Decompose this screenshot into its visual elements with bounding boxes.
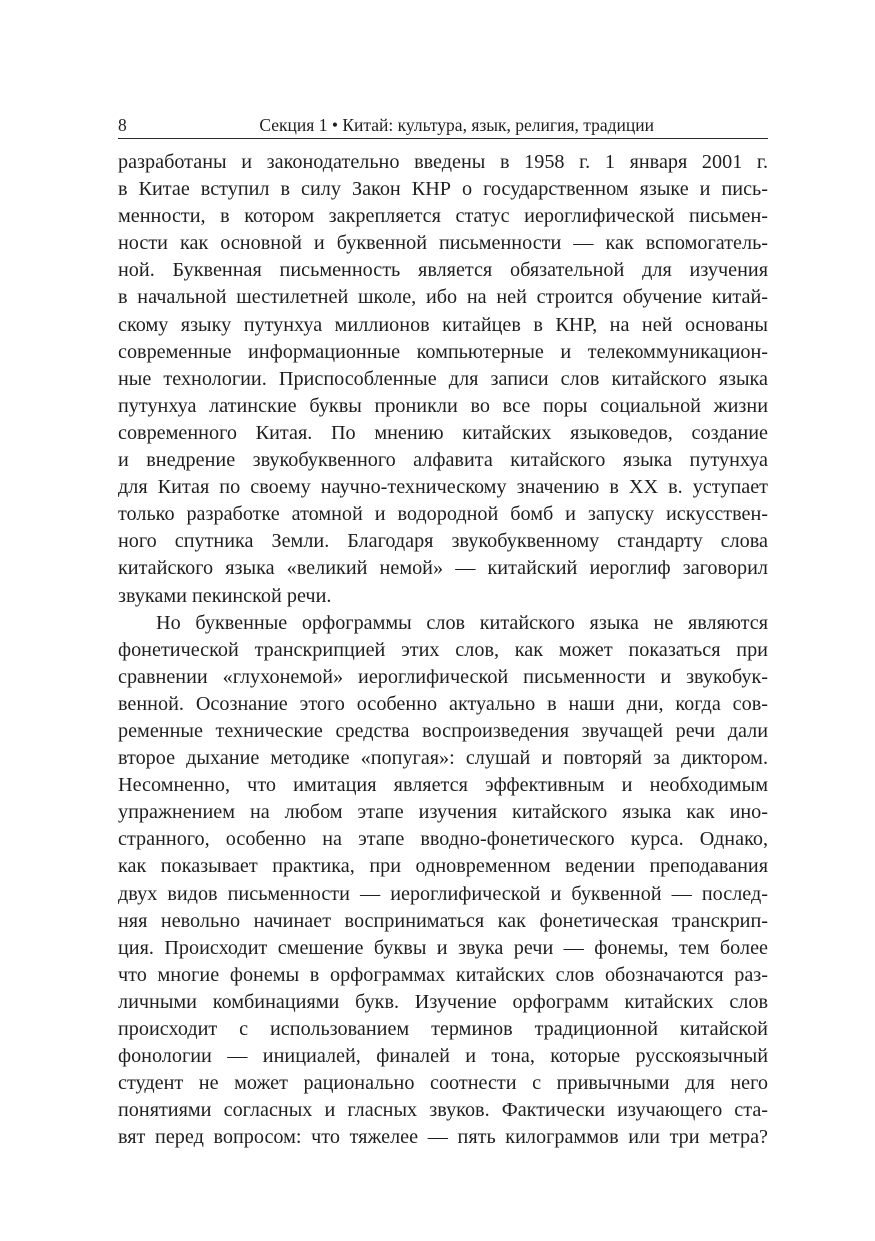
text-line: современные информационные компьютерные и телекоммуникацион- xyxy=(118,340,768,363)
text-line: скому языку путунхуа миллионов китайцев в КНР, на ней основаны xyxy=(118,313,768,336)
text-line: для Китая по своему научно-техническому значению в XX в. уступает xyxy=(118,476,768,499)
text-line: няя невольно начинает восприниматься как фонетическая транскрип- xyxy=(118,909,768,932)
text-line: личными комбинациями букв. Изучение орфограмм китайских слов xyxy=(118,990,768,1013)
text-line: упражнением на любом этапе изучения китайского языка как ино- xyxy=(118,801,768,824)
section-title: Секция 1 • Китай: культура, язык, религия, традиции xyxy=(259,115,654,135)
text-line: в Китае вступил в силу Закон КНР о государственном языке и пись- xyxy=(118,178,768,201)
text-line: фонетической транскрипцией этих слов, как может показаться при xyxy=(118,638,768,661)
text-line: студент не может рационально соотнести с привычными для него xyxy=(118,1072,768,1095)
paragraph-1 xyxy=(118,149,768,610)
text-line: Но буквенные орфограммы слов китайского языка не являются xyxy=(156,611,768,634)
book-page xyxy=(118,112,768,1151)
text-line: ременные технические средства воспроизведения звучащей речи дали xyxy=(118,719,768,742)
text-line: венной. Осознание этого особенно актуально в наши дни, когда сов- xyxy=(118,692,768,715)
paragraph-2 xyxy=(118,610,768,1152)
page-number: 8 xyxy=(118,115,127,135)
text-line: только разработке атомной и водородной бомб и запуску искусствен- xyxy=(118,503,768,526)
text-line: путунхуа латинские буквы проникли во все поры социальной жизни xyxy=(118,394,768,417)
running-header xyxy=(118,112,768,139)
text-line: ция. Происходит смешение буквы и звука речи — фонемы, тем более xyxy=(118,936,768,959)
text-line: китайского языка «великий немой» — китайский иероглиф заговорил xyxy=(118,557,768,580)
text-line: ной. Буквенная письменность является обязательной для изучения xyxy=(118,259,768,282)
text-line: вят перед вопросом: что тяжелее — пять килограммов или три метра? xyxy=(118,1126,768,1149)
text-line: второе дыхание методике «попугая»: слушай и повторяй за диктором. xyxy=(118,747,768,770)
text-line: Несомненно, что имитация является эффективным и необходимым xyxy=(118,774,768,797)
text-line: и внедрение звукобуквенного алфавита китайского языка путунхуа xyxy=(118,449,768,472)
text-line: странного, особенно на этапе вводно-фонетического курса. Однако, xyxy=(118,828,768,851)
text-line: что многие фонемы в орфограммах китайских слов обозначаются раз- xyxy=(118,963,768,986)
text-line: двух видов письменности — иероглифической и буквенной — послед- xyxy=(118,882,768,905)
text-line: происходит с использованием терминов традиционной китайской xyxy=(118,1018,768,1040)
text-line: ного спутника Земли. Благодаря звукобуквенному стандарту слова xyxy=(118,530,768,553)
text-line: ности как основной и буквенной письменности — как вспомогатель- xyxy=(118,232,768,255)
text-line: как показывает практика, при одновременном ведении преподавания xyxy=(118,855,768,878)
text-line: фонологии — инициалей, финалей и тона, которые русскоязычный xyxy=(118,1045,768,1068)
body-text xyxy=(118,149,768,1151)
text-line: звуками пекинской речи. xyxy=(118,584,332,607)
text-line: современного Китая. По мнению китайских языковедов, создание xyxy=(118,421,768,444)
text-line: в начальной шестилетней школе, ибо на ней строится обучение китай- xyxy=(118,286,768,309)
text-line: понятиями согласных и гласных звуков. Фактически изучающего ста- xyxy=(118,1099,768,1122)
text-line: менности, в котором закрепляется статус иероглифической письмен- xyxy=(118,205,768,228)
text-line: разработаны и законодательно введены в 1958 г. 1 января 2001 г. xyxy=(118,151,768,173)
text-line: ные технологии. Приспособленные для записи слов китайского языка xyxy=(118,367,768,390)
text-line: сравнении «глухонемой» иероглифической письменности и звукобук- xyxy=(118,665,768,688)
